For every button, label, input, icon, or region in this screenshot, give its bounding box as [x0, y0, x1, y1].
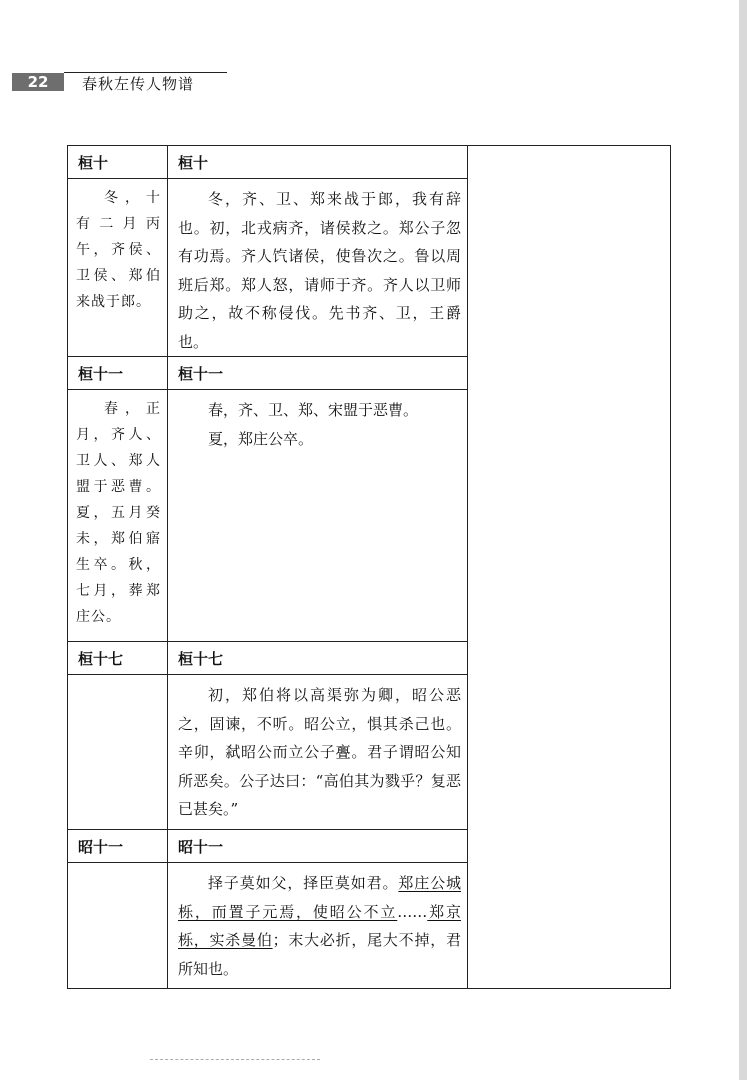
year-right: 昭十一 — [178, 838, 224, 856]
jing-cell — [68, 390, 168, 642]
page-edge-shadow — [739, 0, 747, 1080]
year-left-cell — [68, 146, 168, 179]
zhuan-paragraph — [178, 869, 461, 983]
jing-text: 冬，十有二月丙午，齐侯、卫侯、郑伯来战于郎。 — [76, 190, 161, 310]
zhuan-cell — [168, 675, 468, 830]
zhuan-cell — [168, 390, 468, 642]
year-right: 桓十七 — [178, 650, 224, 668]
passage-text: 春，齐、卫、郑、宋盟于恶曹。 — [208, 401, 419, 419]
zhuan-text — [168, 675, 467, 824]
annals-table — [67, 145, 671, 989]
year-left-cell — [68, 830, 168, 863]
jing-cell — [68, 675, 168, 830]
underlined-passage: 郑京栎，实杀曼伯 — [178, 902, 461, 949]
passage-text: ；末大必折，尾大不掉，君所知也。 — [178, 931, 461, 978]
passage-text: 冬，齐、卫、郑来战于郎，我有辞也。初，北戎病齐，诸侯救之。郑公子忽有功焉。齐人饩诸侯，使鲁次之。鲁以周班后郑。郑人怒，请师于齐。齐人以卫师助之，故不称侵伐。先书齐、卫，王爵也。 — [178, 190, 461, 351]
zhuan-paragraph — [178, 681, 461, 824]
jing-cell — [68, 863, 168, 989]
underlined-passage: 郑庄公城栎，而置子元焉，使昭公不立 — [178, 874, 461, 921]
notes-column — [468, 146, 671, 989]
passage-text: 夏，郑庄公卒。 — [208, 429, 314, 448]
year-right: 桓十 — [178, 154, 209, 172]
jing-text: 春，正月，齐人、卫人、郑人盟于恶曹。夏，五月癸未，郑伯寤生卒。秋，七月，葬郑庄公。 — [76, 401, 161, 625]
year-left: 桓十一 — [78, 365, 124, 383]
zhuan-cell — [168, 179, 468, 357]
year-right-cell — [168, 642, 468, 675]
jing-cell — [68, 179, 168, 357]
year-left-cell — [68, 642, 168, 675]
year-left: 桓十七 — [78, 650, 124, 668]
year-header-row — [68, 146, 671, 179]
running-title: 春秋左传人物谱 — [82, 75, 195, 93]
page-header — [12, 70, 227, 92]
year-left: 桓十 — [78, 154, 109, 172]
passage-text: 择子莫如父，择臣莫如君。 — [208, 874, 399, 892]
zhuan-paragraph — [178, 396, 461, 425]
year-right-cell — [168, 146, 468, 179]
passage-text: 初，郑伯将以高渠弥为卿，昭公恶之，固谏，不听。昭公立，惧其杀己也。辛卯，弑昭公而立公子亹。君子谓昭公知所恶矣。公子达曰：“高伯其为戮乎？复恶已甚矣。” — [178, 686, 461, 818]
zhuan-text — [168, 863, 467, 983]
page-number: 22 — [12, 73, 64, 91]
zhuan-paragraph — [178, 425, 461, 454]
zhuan-text — [168, 179, 467, 356]
passage-text: …… — [397, 902, 428, 921]
zhuan-text — [168, 390, 467, 453]
year-left: 昭十一 — [78, 838, 124, 856]
year-right-cell — [168, 830, 468, 863]
zhuan-paragraph — [178, 185, 461, 356]
year-right: 桓十一 — [178, 365, 224, 383]
zhuan-cell — [168, 863, 468, 989]
year-left-cell — [68, 357, 168, 390]
year-right-cell — [168, 357, 468, 390]
footer-rule — [150, 1059, 320, 1060]
